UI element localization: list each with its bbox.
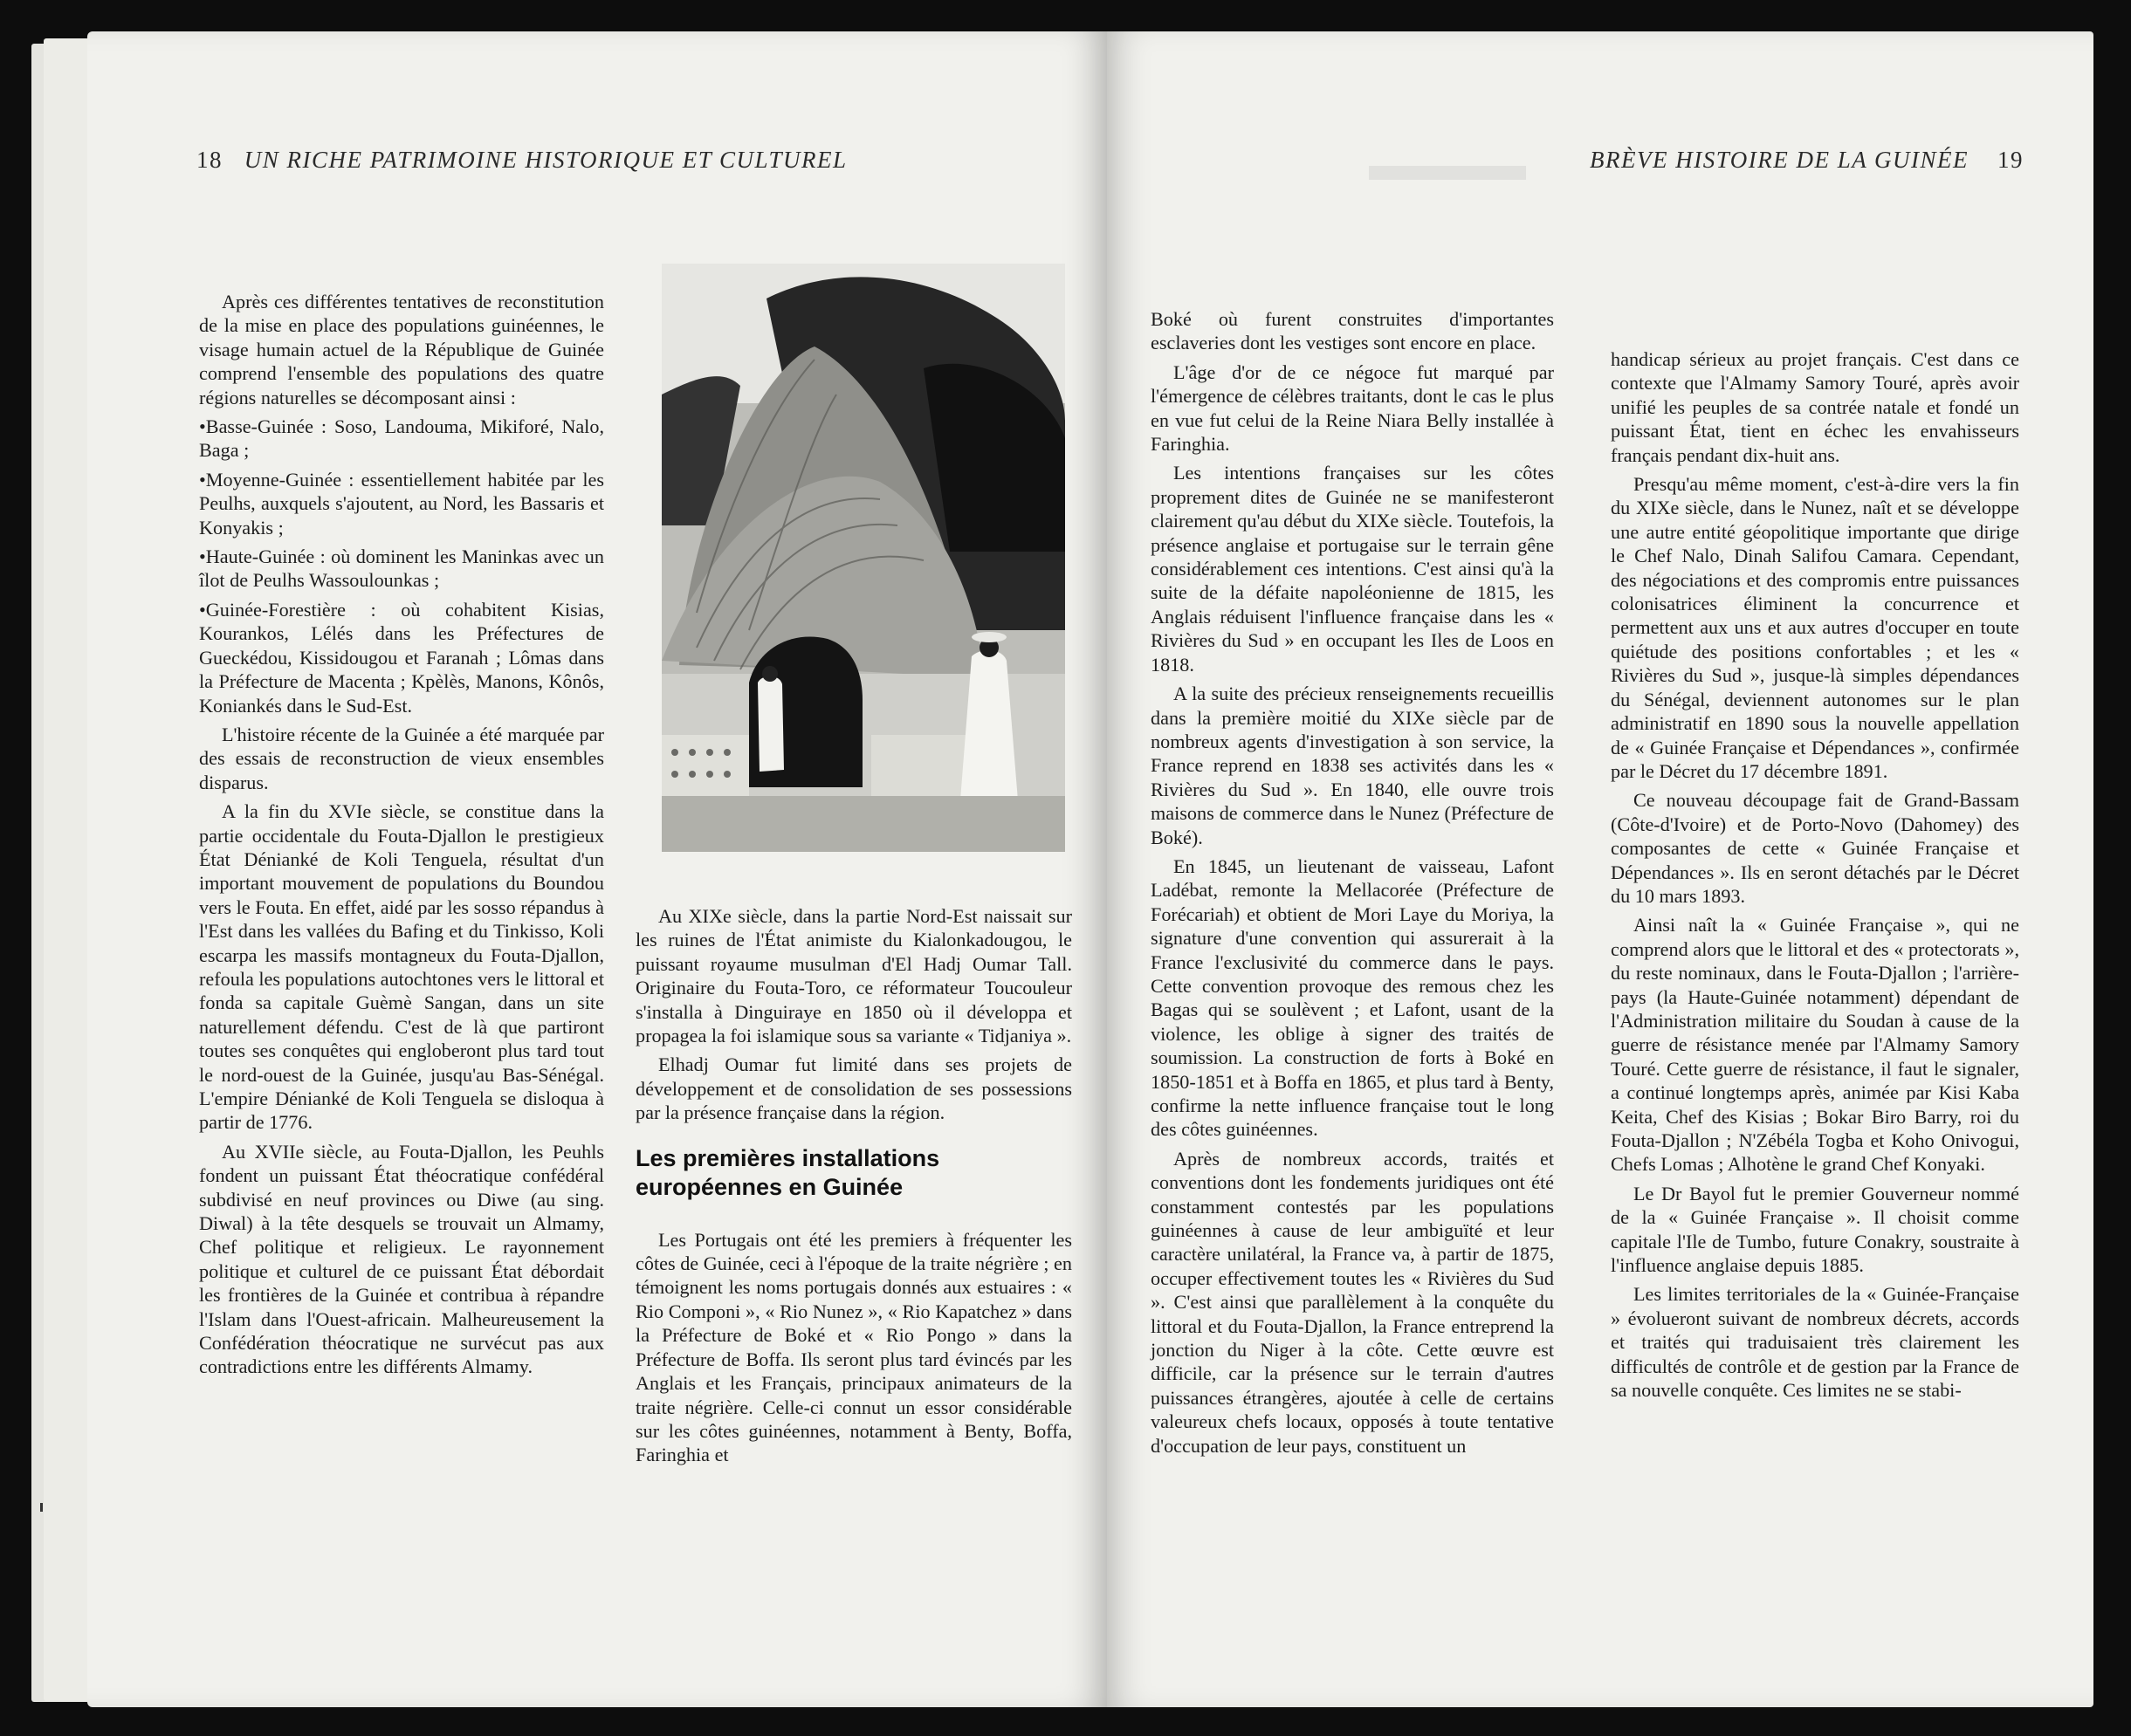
paragraph: handicap sérieux au projet français. C'est dans ce contexte que l'Almamy Samory Touré, après avoir unifié les peuples de sa contrée natale et fondé un puissant État, tient en échec les envahisseurs français pendant dix-huit ans. bbox=[1611, 348, 2019, 466]
edge-mark bbox=[40, 1503, 43, 1512]
section-heading: Les premières installations européennes en Guinée bbox=[636, 1144, 940, 1200]
bleed-through-text bbox=[1369, 161, 1526, 191]
list-item: • Haute-Guinée : où dominent les Maninkas avec un îlot de Peulhs Wassoulounkas ; bbox=[199, 545, 604, 593]
paragraph: A la suite des précieux renseignements recueillis dans la première moitié du XIXe siècle par de nombreux agents d'investigation à son service, la France reprend en 1838 ses activités dans les « Rivières du Sud ». En 1840, elle ouvre trois maisons de commerce dans le Nunez (Préfecture de Boké). bbox=[1151, 683, 1554, 848]
paragraph: Au XIXe siècle, dans la partie Nord-Est naissait sur les ruines de l'État animiste du Kialonkadougou, le puissant royaume musulman d'El Hadj Oumar Tall. Originaire du Fouta-Toro, ce réformateur Toucouleur s'installa à Dinguiraye en 1850 où il développa et propagea la foi islamique sous sa variante « Tidjaniya ». bbox=[636, 905, 1072, 1047]
paragraph: Après ces différentes tentatives de reconstitution de la mise en place des populations guinéennes, le visage humain actuel de la République de Guinée comprend l'ensemble des populations des quatre régions naturelles se décomposant ainsi : bbox=[199, 291, 604, 408]
paragraph: Presqu'au même moment, c'est-à-dire vers la fin du XIXe siècle, dans le Nunez, naît et se développe une autre entité géopolitique importante que dirige le Chef Nalo, Dinah Salifou Camara. Cependant, des négociations et des compromis entre puissances colonisatrices éliminent la concurrence et permettent aux uns et aux autres d'occuper en toute quiétude des positions confortables ; et les « Rivières du Sud », jusque-là simples dépendances du Sénégal, deviennent autonomes sur le plan administratif en 1890 sous la nouvelle appellation de « Guinée Française et Dépendances », confirmée par le Décret du 17 décembre 1891. bbox=[1611, 473, 2019, 782]
right-page bbox=[1107, 31, 2093, 1707]
list-item: • Guinée-Forestière : où cohabitent Kisias, Kourankos, Lélés dans les Préfectures de Gueckédou, Kissidougou et Faranah ; Lômas dans la Préfecture de Macenta ; Kpèlès, Manons, Kônôs, Koniankés dans le Sud-Est. bbox=[199, 598, 604, 717]
paragraph: Les Portugais ont été les premiers à fréquenter les côtes de Guinée, ceci à l'époque de la traite négrière ; en témoignent les noms portugais donnés aux estuaires : « Rio Componi », « Rio Nunez », « Rio Kapatchez » dans la Préfecture de Boké et « Rio Pongo » dans la Préfecture de Boffa. Ils seront plus tard évincés par les Anglais et les Français, principaux animateurs de la traite négrière. Celle-ci connut un essor considérable sur les côtes guinéennes, notamment à Benty, Boffa, Faringhia et bbox=[636, 1228, 1072, 1466]
paragraph: A la fin du XVIe siècle, se constitue dans la partie occidentale du Fouta-Djallon le prestigieux État Dénianké de Koli Tenguela, résultat d'un important mouvement de populations du Boundou vers le Fouta. En effet, aidé par les sosso répandus à l'Est dans les vallées du Bafing et du Tinkisso, Koli escarpa les massifs montagneux du Fouta-Djallon, refoula les populations autochtones vers le littoral et fonda sa capitale Guèmè Sangan, dans un site naturellement défendu. C'est de là que partiront toutes ses conquêtes qui engloberont plus tard tout le nord-ouest de la Guinée, jusqu'au Bas-Sénégal. L'empire Dénianké de Koli Tenguela se disloqua à partir de 1776. bbox=[199, 800, 604, 1134]
left-column-2 bbox=[636, 904, 1072, 1472]
paragraph: L'âge d'or de ce négoce fut marqué par l'émergence de célèbres traitants, dont le cas le plus en vue fut celui de la Reine Niara Belly installée à Faringhia. bbox=[1151, 360, 1554, 456]
paragraph: Après de nombreux accords, traités et conventions dont les fondements juridiques ont été constamment contestés par les populations guinéennes à cause de leur ambiguïté et leur caractère unilatéral, la France va, à partir de 1875, occuper effectivement toutes les « Rivières du Sud ». C'est ainsi que parallèlement à la conquête du littoral et du Fouta-Djallon, la France entreprend la jonction du Niger à la côte. Cette œuvre est difficile, car la présence sur le terrain d'autres puissances étrangères, ajoutée à celle de certains valeureux chefs locaux, opposés à toute tentative d'occupation de leur pays, constituent un bbox=[1151, 1147, 1554, 1457]
paragraph: Ainsi naît la « Guinée Française », qui ne comprend alors que le littoral et des « protectorats », du reste nominaux, dans le Fouta-Djallon ; l'arrière-pays (la Haute-Guinée notamment) dépendant de l'Administration militaire du Soudan à cause de la guerre de résistance menée par l'Almamy Samory Touré. Cette guerre de résistance, il faut le signaler, a continué longtemps après, animée par Kisi Kaba Keita, Chef des Kisias ; Bokar Biro Barry, roi du Fouta-Djallon ; N'Zébéla Togba et Koho Onivogui, Chefs Lomas ; Alhotène le grand Chef Konyaki. bbox=[1611, 914, 2019, 1176]
hut-photo bbox=[662, 264, 1065, 852]
right-running-title: BRÈVE HISTOIRE DE LA GUINÉE bbox=[1590, 147, 1969, 173]
right-column-2 bbox=[1611, 347, 2019, 1407]
right-column-1 bbox=[1151, 307, 1554, 1463]
hut-photo-illustration bbox=[662, 264, 1065, 852]
paragraph: Ce nouveau découpage fait de Grand-Bassam (Côte-d'Ivoire) et de Porto-Novo (Dahomey) des composantes de cette « Guinée Française et Dépendances ». Ils en seront détachés par le Décret du 10 mars 1893. bbox=[1611, 789, 2019, 907]
paragraph: Les limites territoriales de la « Guinée-Française » évolueront suivant de nombreux décrets, accords et traités qui traduisaient très clairement les difficultés de contrôle et de gestion par la France de sa nouvelle conquête. Ces limites ne se stabi- bbox=[1611, 1283, 2019, 1402]
paragraph: L'histoire récente de la Guinée a été marquée par des essais de reconstruction de vieux ensembles disparus. bbox=[199, 723, 604, 793]
list-item: • Basse-Guinée : Soso, Landouma, Mikiforé, Nalo, Baga ; bbox=[199, 415, 604, 463]
left-page-number: 18 bbox=[196, 147, 223, 173]
bleed-through-mark bbox=[1369, 161, 1526, 185]
paragraph: En 1845, un lieutenant de vaisseau, Lafont Ladébat, remonte la Mellacorée (Préfecture de Forécariah) et obtient de Mori Laye du Moriya, la signature d'une convention qui assurerait à la France l'exclusivité du commerce dans le pays. Cette convention provoque des remous chez les Bagas qui se soulèvent ; et Lafont, usant de la violence, les oblige à signer des traités de soumission. La construction de forts à Boké en 1850-1851 et à Boffa en 1865, et plus tard à Benty, confirme la nette influence française tout le long des côtes guinéennes. bbox=[1151, 854, 1554, 1141]
paragraph: Au XVIIe siècle, au Fouta-Djallon, les Peuhls fondent un puissant État théocratique confédéral subdivisé en neuf provinces ou Diwe (au sing. Diwal) à la tête desquels se trouvait un Almamy, Chef politique et religieux. Le rayonnement politique et culturel de ce puissant État débordait les frontières de la Guinée et contribua à répandre l'Islam dans l'Ouest-africain. Malheureusement la Confédération théocratique ne survécut pas aux contradictions entre les différents Almamy. bbox=[199, 1140, 604, 1378]
left-column-1 bbox=[199, 290, 604, 1384]
right-page-number: 19 bbox=[1997, 147, 2024, 173]
paragraph: Le Dr Bayol fut le premier Gouverneur nommé de la « Guinée Française ». Il choisit comme capitale l'Ile de Tumbo, future Conakry, soustraite à l'influence anglaise depuis 1885. bbox=[1611, 1182, 2019, 1277]
list-item: • Moyenne-Guinée : essentiellement habitée par les Peulhs, auxquels s'ajoutent, au Nord, les Bassaris et Konyakis ; bbox=[199, 468, 604, 539]
paragraph: Boké où furent construites d'importantes esclaveries dont les vestiges sont encore en place. bbox=[1151, 308, 1554, 354]
left-running-title: UN RICHE PATRIMOINE HISTORIQUE ET CULTUREL bbox=[244, 147, 848, 173]
left-page bbox=[87, 31, 1107, 1707]
paragraph: Elhadj Oumar fut limité dans ses projets de développement et de consolidation de ses possessions par la présence française dans la région. bbox=[636, 1053, 1072, 1124]
paragraph: Les intentions françaises sur les côtes proprement dites de Guinée ne se manifesteront clairement qu'au début du XIXe siècle. Toutefois, la présence anglaise et portugaise sur le terrain gêne considérablement ces intentions. C'est ainsi qu'à la suite de la défaite napoléonienne de 1815, les Anglais réduisent l'influence française dans les « Rivières du Sud » en occupant les Iles de Loos en 1818. bbox=[1151, 462, 1554, 676]
left-running-head bbox=[196, 147, 848, 174]
right-running-head bbox=[1590, 147, 2024, 174]
